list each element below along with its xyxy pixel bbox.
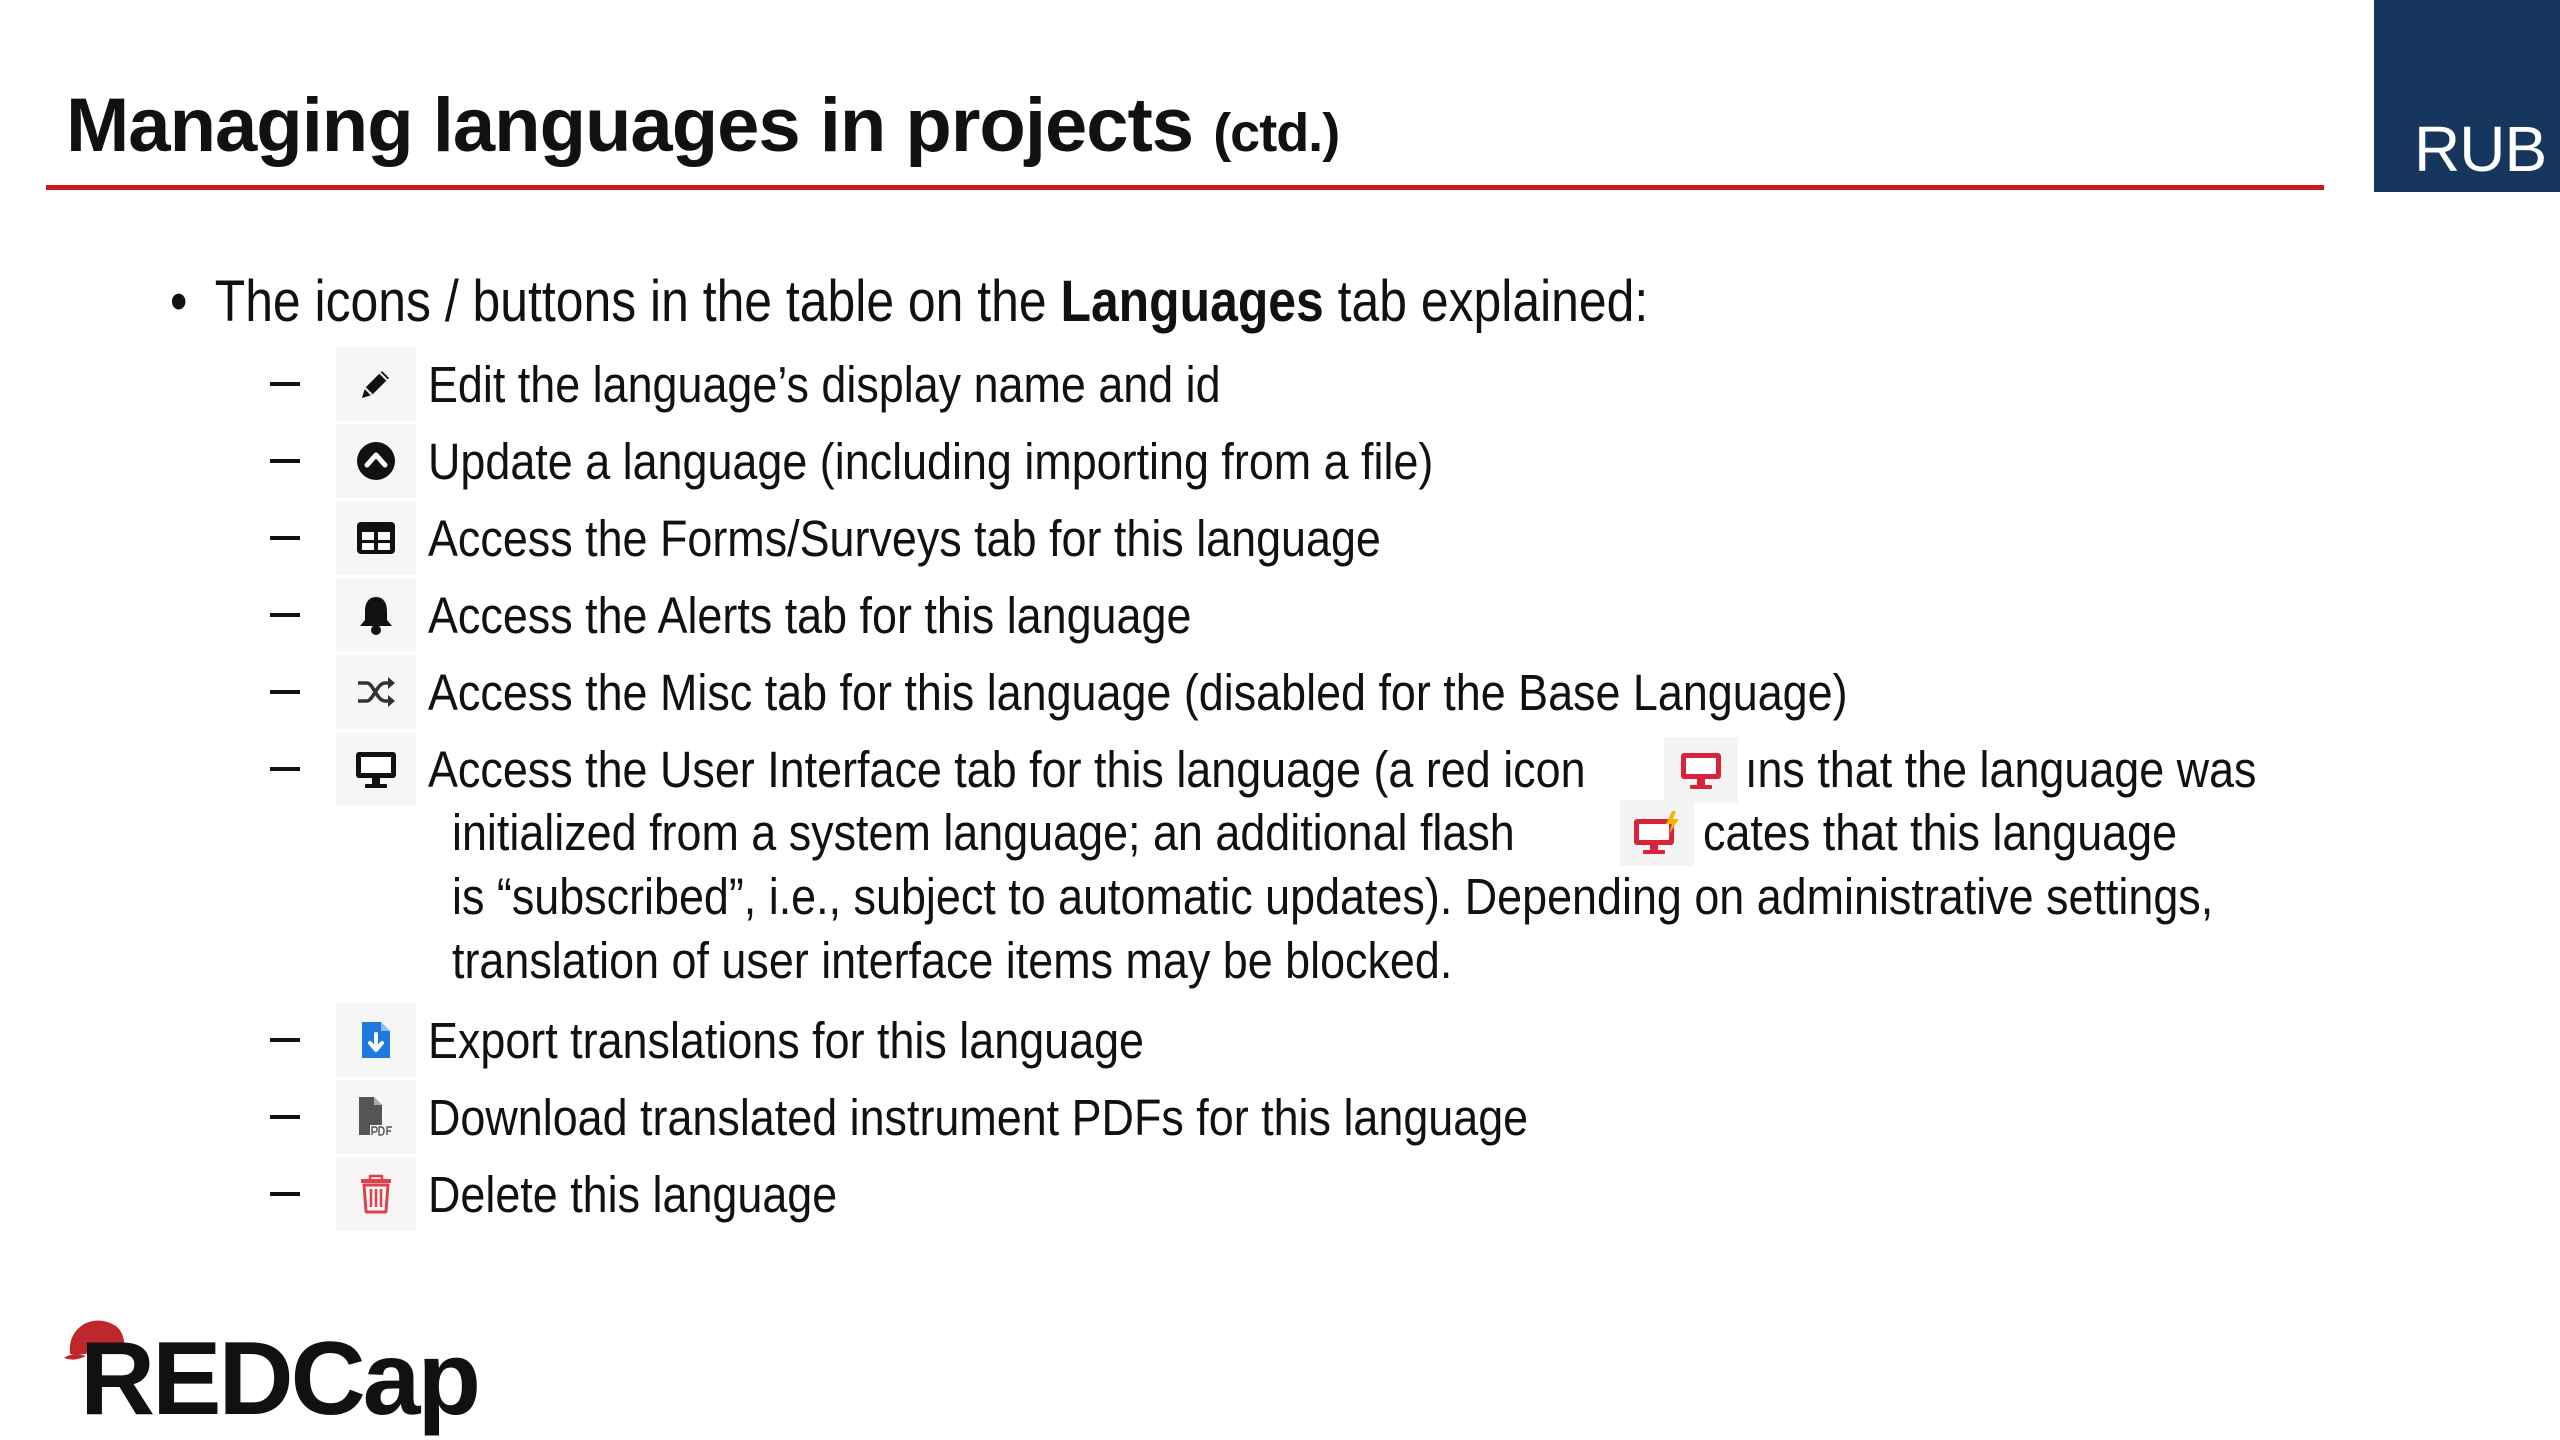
dash (270, 1038, 300, 1042)
table-icon (336, 501, 416, 575)
bullet-dot: • (170, 269, 188, 334)
dash (270, 382, 300, 386)
ui-item-line2-tail: cates that this language (1703, 804, 2178, 861)
list-item-misc (270, 660, 2041, 724)
ui-item-line1-tail: ıns that the language was (1745, 741, 2257, 798)
shuffle-icon (336, 655, 416, 729)
dash (270, 1115, 300, 1119)
slide-title-main: Managing languages in projects (66, 83, 1194, 168)
item-text: Access the User Interface tab for this language (a red icon (428, 740, 1586, 798)
dash (270, 767, 300, 771)
pencil-icon (336, 347, 416, 421)
ui-item-line4: translation of user interface items may be blocked. (452, 932, 1453, 989)
redcap-logo (62, 1312, 479, 1437)
circle-chevron-up-icon (336, 424, 416, 498)
dash (270, 1192, 300, 1196)
list-item-delete (270, 1162, 893, 1226)
intro-text-before: The icons / buttons in the table on the (214, 269, 1061, 334)
item-text: Update a language (including importing from a file) (428, 432, 1434, 490)
item-text: Access the Misc tab for this language (disabled for the Base Language) (428, 663, 1848, 721)
ui-item-line2-head: initialized from a system language; an additional flash (452, 804, 1515, 861)
intro-text-bold: Languages (1060, 269, 1324, 334)
dash (270, 459, 300, 463)
slide-title-suffix: (ctd.) (1213, 103, 1340, 163)
item-text: Edit the language’s display name and id (428, 355, 1221, 413)
item-text: Access the Forms/Surveys tab for this language (428, 509, 1381, 567)
list-item-update (270, 429, 1570, 493)
item-text: Download translated instrument PDFs for this language (428, 1088, 1529, 1146)
ui-item-line3: is “subscribed”, i.e., subject to automatic updates). Depending on administrative settings, (452, 868, 2214, 925)
list-item-pdf (270, 1085, 1678, 1149)
list-item-alerts (270, 583, 1296, 647)
trash-icon (336, 1157, 416, 1231)
redcap-logo-text: REDCap (80, 1321, 479, 1437)
file-export-icon (336, 1003, 416, 1077)
dash (270, 536, 300, 540)
list-item-edit (270, 352, 1329, 416)
title-divider (46, 185, 2324, 190)
rub-logo-text: RUB (2414, 113, 2547, 185)
item-text: Access the Alerts tab for this language (428, 586, 1192, 644)
slide-title (66, 82, 1339, 169)
file-pdf-icon (336, 1080, 416, 1154)
list-item-user-interface (270, 737, 1743, 801)
list-item-forms (270, 506, 1511, 570)
intro-text-after: tab explained: (1323, 269, 1649, 334)
dash (270, 613, 300, 617)
dash (270, 690, 300, 694)
red-monitor-icon (1664, 737, 1738, 803)
intro-bullet (170, 268, 1648, 335)
flash-monitor-icon (1620, 800, 1694, 866)
list-item-export (270, 1008, 1242, 1072)
monitor-icon (336, 732, 416, 806)
bell-icon (336, 578, 416, 652)
item-text: Delete this language (428, 1165, 838, 1223)
item-text: Export translations for this language (428, 1011, 1145, 1069)
